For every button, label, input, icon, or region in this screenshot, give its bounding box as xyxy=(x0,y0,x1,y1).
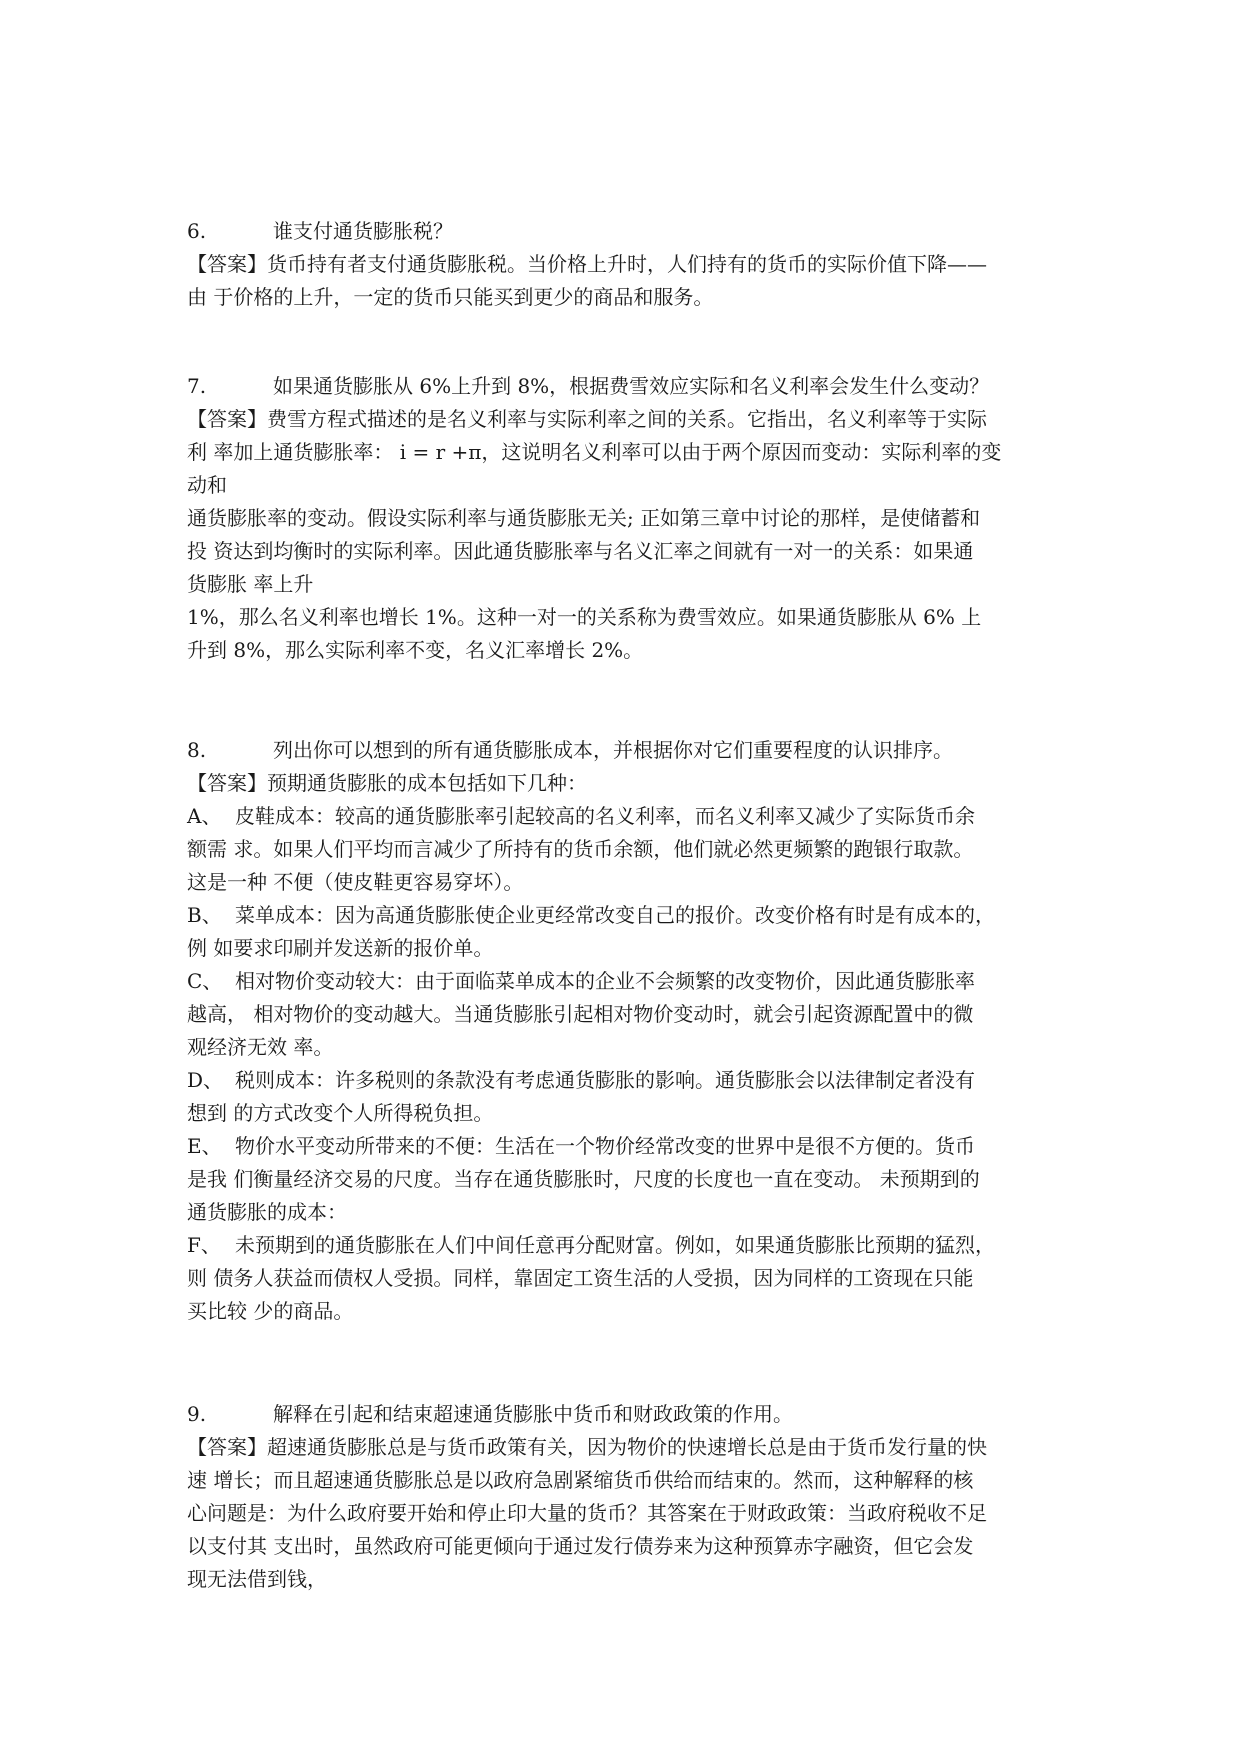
answer-line: 投 资达到均衡时的实际利率。因此通货膨胀率与名义汇率之间就有一对一的关系：如果通 xyxy=(187,539,974,563)
question-9-section xyxy=(187,1398,1067,1596)
question-text: 如果通货膨胀从 6%上升到 8%，根据费雪效应实际和名义利率会发生什么变动？ xyxy=(273,374,990,398)
answer-line: 速 增长；而且超速通货膨胀总是以政府急剧紧缩货币供给而结束的。然而，这种解释的核 xyxy=(187,1468,974,1492)
question-number: 9. xyxy=(187,1402,207,1426)
cost-item-a xyxy=(187,800,1067,899)
answer-line: 是我 们衡量经济交易的尺度。当存在通货膨胀时，尺度的长度也一直在变动。 未预期到的 xyxy=(187,1167,980,1191)
answer-line xyxy=(187,800,1067,833)
question-7-section xyxy=(187,370,1067,667)
item-text: 皮鞋成本：较高的通货膨胀率引起较高的名义利率，而名义利率又减少了实际货币余 xyxy=(235,804,975,828)
answer-line: 利 率加上通货膨胀率： i = r +π，这说明名义利率可以由于两个原因而变动：实际利率的变 xyxy=(187,440,1002,464)
item-label: E、 xyxy=(187,1134,222,1158)
item-label: B、 xyxy=(187,903,222,927)
question-8-section xyxy=(187,734,1067,1328)
question-heading xyxy=(187,1398,1067,1431)
answer-line: 观经济无效 率。 xyxy=(187,1035,334,1059)
answer-line: 这是一种 不便（使皮鞋更容易穿坏）。 xyxy=(187,870,524,894)
cost-item-f xyxy=(187,1229,1067,1328)
answer-line: 例 如要求印刷并发送新的报价单。 xyxy=(187,936,494,960)
item-text: 相对物价变动较大：由于面临菜单成本的企业不会频繁的改变物价，因此通货膨胀率 xyxy=(235,969,975,993)
answer-line: 心问题是：为什么政府要开始和停止印大量的货币？其答案在于财政政策：当政府税收不足 xyxy=(187,1501,987,1525)
cost-item-b xyxy=(187,899,1067,965)
section-spacer xyxy=(187,667,1067,734)
answer-line: 由 于价格的上升，一定的货币只能买到更少的商品和服务。 xyxy=(187,285,714,309)
cost-item-e xyxy=(187,1130,1067,1229)
answer-line xyxy=(187,965,1067,998)
item-text: 物价水平变动所带来的不便：生活在一个物价经常改变的世界中是很不方便的。货币 xyxy=(235,1134,975,1158)
answer-line: 升到 8%，那么实际利率不变，名义汇率增长 2%。 xyxy=(187,638,644,662)
item-text: 未预期到的通货膨胀在人们中间任意再分配财富。例如，如果通货膨胀比预期的猛烈， xyxy=(235,1233,995,1257)
answer-line: 越高， 相对物价的变动越大。当通货膨胀引起相对物价变动时，就会引起资源配置中的微 xyxy=(187,1002,974,1026)
question-heading xyxy=(187,734,1067,767)
answer-line: 1%，那么名义利率也增长 1%。这种一对一的关系称为费雪效应。如果通货膨胀从 6% 上 xyxy=(187,605,982,629)
document-page xyxy=(187,215,1067,1596)
answer-line: 通货膨胀的成本： xyxy=(187,1200,347,1224)
answer-line: 【答案】费雪方程式描述的是名义利率与实际利率之间的关系。它指出，名义利率等于实际 xyxy=(187,407,987,431)
cost-item-c xyxy=(187,965,1067,1064)
question-6-section xyxy=(187,215,1067,314)
item-label: A、 xyxy=(187,804,222,828)
item-text: 税则成本：许多税则的条款没有考虑通货膨胀的影响。通货膨胀会以法律制定者没有 xyxy=(235,1068,975,1092)
answer-line: 通货膨胀率的变动。假设实际利率与通货膨胀无关; 正如第三章中讨论的那样，是使储蓄和 xyxy=(187,506,981,530)
item-label: C、 xyxy=(187,969,223,993)
answer-line: 【答案】货币持有者支付通货膨胀税。当价格上升时，人们持有的货币的实际价值下降—— xyxy=(187,252,987,276)
cost-item-d xyxy=(187,1064,1067,1130)
section-spacer xyxy=(187,314,1067,370)
item-label: F、 xyxy=(187,1233,221,1257)
question-number: 8. xyxy=(187,738,207,762)
item-text: 菜单成本：因为高通货膨胀使企业更经常改变自己的报价。改变价格有时是有成本的， xyxy=(235,903,995,927)
question-number: 6. xyxy=(187,219,207,243)
answer-line: 买比较 少的商品。 xyxy=(187,1299,354,1323)
item-label: D、 xyxy=(187,1068,224,1092)
answer-line: 货膨胀 率上升 xyxy=(187,572,314,596)
question-heading xyxy=(187,215,1067,248)
answer-line xyxy=(187,1229,1067,1262)
question-heading xyxy=(187,370,1067,403)
answer-line xyxy=(187,899,1067,932)
answer-line: 想到 的方式改变个人所得税负担。 xyxy=(187,1101,494,1125)
answer-line: 以支付其 支出时，虽然政府可能更倾向于通过发行债券来为这种预算赤字融资，但它会发 xyxy=(187,1534,974,1558)
answer-intro: 【答案】预期通货膨胀的成本包括如下几种： xyxy=(187,771,587,795)
answer-line xyxy=(187,1130,1067,1163)
answer-line: 【答案】超速通货膨胀总是与货币政策有关，因为物价的快速增长总是由于货币发行量的快 xyxy=(187,1435,987,1459)
question-text: 谁支付通货膨胀税？ xyxy=(273,219,453,243)
answer-line xyxy=(187,1064,1067,1097)
answer-line: 则 债务人获益而债权人受损。同样，靠固定工资生活的人受损，因为同样的工资现在只能 xyxy=(187,1266,974,1290)
answer-line: 现无法借到钱， xyxy=(187,1567,327,1591)
answer-line: 额需 求。如果人们平均而言减少了所持有的货币余额，他们就必然更频繁的跑银行取款。 xyxy=(187,837,974,861)
answer-line: 动和 xyxy=(187,473,227,497)
question-number: 7. xyxy=(187,374,207,398)
section-spacer xyxy=(187,1328,1067,1398)
question-text: 列出你可以想到的所有通货膨胀成本，并根据你对它们重要程度的认识排序。 xyxy=(273,738,953,762)
question-text: 解释在引起和结束超速通货膨胀中货币和财政政策的作用。 xyxy=(273,1402,793,1426)
